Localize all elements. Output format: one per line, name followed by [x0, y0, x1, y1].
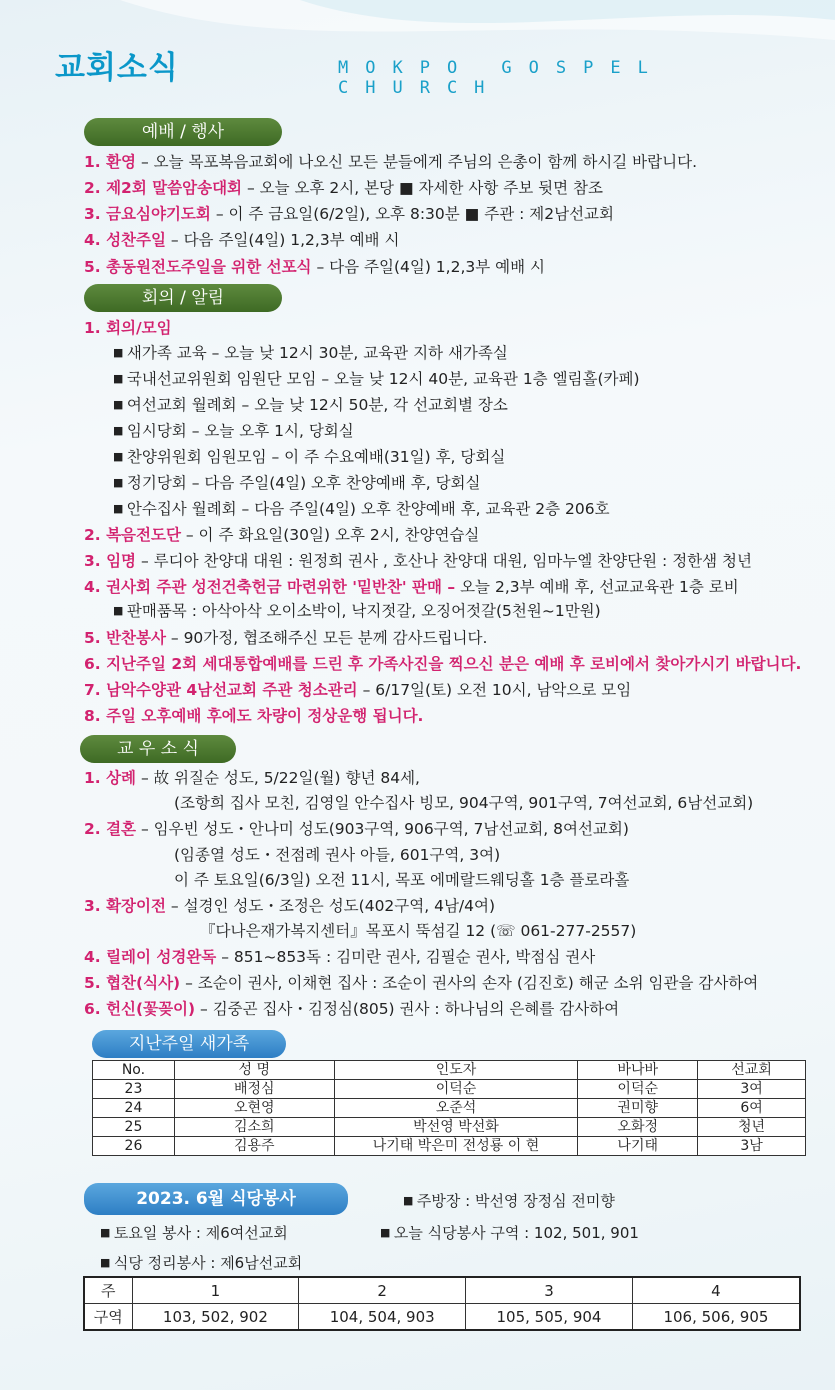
table-cell: 106, 506, 905 — [632, 1304, 800, 1331]
section-newfamily: 지난주일 새가족 — [92, 1030, 286, 1058]
newfamily-table — [92, 1060, 806, 1156]
table-cell: 105, 505, 904 — [466, 1304, 633, 1331]
table-header-cell: 선교회 — [698, 1061, 806, 1080]
table-row — [84, 1277, 800, 1304]
table-cell: 1 — [132, 1277, 299, 1304]
table-cell: 김소희 — [174, 1118, 334, 1137]
member-news-2: 2. 결혼 – 임우빈 성도・안나미 성도(903구역, 906구역, 7남선교회, 8여선교회) — [84, 820, 629, 838]
meeting-item-7: 7. 남악수양관 4남선교회 주관 청소관리 – 6/17일(토) 오전 10시, 남악으로 모임 — [84, 681, 632, 699]
member-news-6: 6. 헌신(꽃꽂이) – 김중곤 집사・김정심(805) 권사 : 하나님의 은혜를 감사하여 — [84, 1000, 620, 1018]
kitchen-schedule-table — [83, 1276, 801, 1331]
table-cell: 오준석 — [334, 1099, 578, 1118]
worship-item-2: 2. 제2회 말씀암송대회 – 오늘 오후 2시, 본당 ■ 자세한 사항 주보 뒷면 참조 — [84, 179, 603, 197]
table-header-row — [93, 1061, 806, 1080]
table-cell: 24 — [93, 1099, 175, 1118]
section-meeting: 회의 / 알림 — [84, 284, 282, 312]
member-news-5: 5. 협찬(식사) – 조순이 권사, 이채현 집사 : 조순이 권사의 손자 (김진호) 해군 소위 임관을 감사하여 — [84, 974, 759, 992]
table-cell: 나기태 — [578, 1137, 698, 1156]
meeting-item-8: 8. 주일 오후예배 후에도 차량이 정상운행 됩니다. — [84, 707, 424, 725]
section-worship: 예배 / 행사 — [84, 118, 282, 146]
meeting-sub-item: ■ 정기당회 – 다음 주일(4일) 오후 찬양예배 후, 당회실 — [113, 472, 481, 494]
meeting-sub-item: ■ 안수집사 월례회 – 다음 주일(4일) 오후 찬양예배 후, 교육관 2층 206호 — [113, 498, 610, 520]
meeting-sub-item: ■ 여선교회 월례회 – 오늘 낮 12시 50분, 각 선교회별 장소 — [113, 394, 508, 416]
member-news-3: 3. 확장이전 – 설경인 성도・조정은 성도(402구역, 4남/4여) — [84, 897, 496, 915]
table-cell: 박선영 박선화 — [334, 1118, 578, 1137]
member-news-4: 4. 릴레이 성경완독 – 851~853독 : 김미란 권사, 김필순 권사, 박점심 권사 — [84, 948, 596, 966]
worship-item-4: 4. 성찬주일 – 다음 주일(4일) 1,2,3부 예배 시 — [84, 231, 400, 249]
table-header-cell: No. — [93, 1061, 175, 1080]
table-row — [84, 1304, 800, 1331]
table-cell: 104, 504, 903 — [299, 1304, 466, 1331]
member-news-2-cont2: 이 주 토요일(6/3일) 오전 11시, 목포 에메랄드웨딩홀 1층 플로라홀 — [174, 871, 630, 889]
section-kitchen: 2023. 6월 식당봉사 — [84, 1183, 348, 1215]
table-cell: 4 — [632, 1277, 800, 1304]
table-cell: 나기태 박은미 전성룡 이 현 — [334, 1137, 578, 1156]
meeting-sub-item: ■ 새가족 교육 – 오늘 낮 12시 30분, 교육관 지하 새가족실 — [113, 342, 508, 364]
table-cell: 이덕순 — [578, 1080, 698, 1099]
meeting-item-1: 1. 회의/모임 — [84, 319, 172, 337]
meeting-item-3: 3. 임명 – 루디아 찬양대 대원 : 원정희 권사 , 호산나 찬양대 대원, 임마누엘 찬양단원 : 정한샘 청년 — [84, 552, 752, 570]
meeting-item-4-sub: ■ 판매품목 : 아삭아삭 오이소박이, 낙지젓갈, 오징어젓갈(5천원~1만원) — [113, 600, 601, 622]
table-row — [93, 1118, 806, 1137]
table-cell: 26 — [93, 1137, 175, 1156]
table-cell: 오현영 — [174, 1099, 334, 1118]
table-cell: 2 — [299, 1277, 466, 1304]
meeting-sub-item: ■ 임시당회 – 오늘 오후 1시, 당회실 — [113, 420, 354, 442]
table-header-cell: 바나바 — [578, 1061, 698, 1080]
table-row — [93, 1099, 806, 1118]
meeting-item-5: 5. 반찬봉사 – 90가정, 협조해주신 모든 분께 감사드립니다. — [84, 629, 488, 647]
table-header-cell: 인도자 — [334, 1061, 578, 1080]
meeting-item-4: 4. 권사회 주관 성전건축헌금 마련위한 '밑반찬' 판매 – 오늘 2,3부 예배 후, 선교교육관 1층 로비 — [84, 578, 739, 596]
table-row — [93, 1137, 806, 1156]
meeting-sub-item: ■ 찬양위원회 임원모임 – 이 주 수요예배(31일) 후, 당회실 — [113, 446, 505, 468]
section-members: 교 우 소 식 — [80, 735, 236, 763]
table-cell: 배정심 — [174, 1080, 334, 1099]
kitchen-saturday: ■ 토요일 봉사 : 제6여선교회 — [100, 1222, 288, 1243]
table-cell: 25 — [93, 1118, 175, 1137]
table-cell: 3남 — [698, 1137, 806, 1156]
table-header-cell: 성 명 — [174, 1061, 334, 1080]
kitchen-cleanup: ■ 식당 정리봉사 : 제6남선교회 — [100, 1252, 302, 1273]
table-cell: 오화정 — [578, 1118, 698, 1137]
member-news-2-cont1: (임종열 성도・전점례 권사 아들, 601구역, 3여) — [174, 846, 501, 864]
table-cell: 권미향 — [578, 1099, 698, 1118]
worship-item-3: 3. 금요심야기도회 – 이 주 금요일(6/2일), 오후 8:30분 ■ 주관 : 제2남선교회 — [84, 205, 614, 223]
kitchen-chef: ■ 주방장 : 박선영 장정심 전미향 — [403, 1190, 615, 1211]
worship-item-1: 1. 환영 – 오늘 목포복음교회에 나오신 모든 분들에게 주님의 은총이 함께 하시길 바랍니다. — [84, 153, 698, 171]
table-cell: 구역 — [84, 1304, 132, 1331]
table-cell: 청년 — [698, 1118, 806, 1137]
kitchen-today: ■ 오늘 식당봉사 구역 : 102, 501, 901 — [380, 1222, 639, 1243]
table-cell: 주 — [84, 1277, 132, 1304]
meeting-item-2: 2. 복음전도단 – 이 주 화요일(30일) 오후 2시, 찬양연습실 — [84, 526, 480, 544]
meeting-item-6: 6. 지난주일 2회 세대통합예배를 드린 후 가족사진을 찍으신 분은 예배 후 로비에서 찾아가시기 바랍니다. — [84, 655, 802, 673]
table-cell: 103, 502, 902 — [132, 1304, 299, 1331]
page-subtitle: MOKPO GOSPEL CHURCH — [338, 58, 665, 98]
table-cell: 23 — [93, 1080, 175, 1099]
table-row — [93, 1080, 806, 1099]
table-cell: 3 — [466, 1277, 633, 1304]
table-cell: 김용주 — [174, 1137, 334, 1156]
table-cell: 3여 — [698, 1080, 806, 1099]
member-news-1-cont: (조항희 집사 모친, 김영일 안수집사 빙모, 904구역, 901구역, 7여선교회, 6남선교회) — [174, 794, 754, 812]
table-cell: 6여 — [698, 1099, 806, 1118]
table-cell: 이덕순 — [334, 1080, 578, 1099]
page-title: 교회소식 — [55, 50, 179, 86]
member-news-1: 1. 상례 – 故 위질순 성도, 5/22일(월) 향년 84세, — [84, 769, 420, 787]
worship-item-5: 5. 총동원전도주일을 위한 선포식 – 다음 주일(4일) 1,2,3부 예배 시 — [84, 258, 545, 276]
meeting-sub-item: ■ 국내선교위원회 임원단 모임 – 오늘 낮 12시 40분, 교육관 1층 엘림홀(카페) — [113, 368, 640, 390]
member-news-3-cont: 『다나은재가복지센터』목포시 뚝섬길 12 (☏ 061-277-2557) — [200, 922, 637, 940]
